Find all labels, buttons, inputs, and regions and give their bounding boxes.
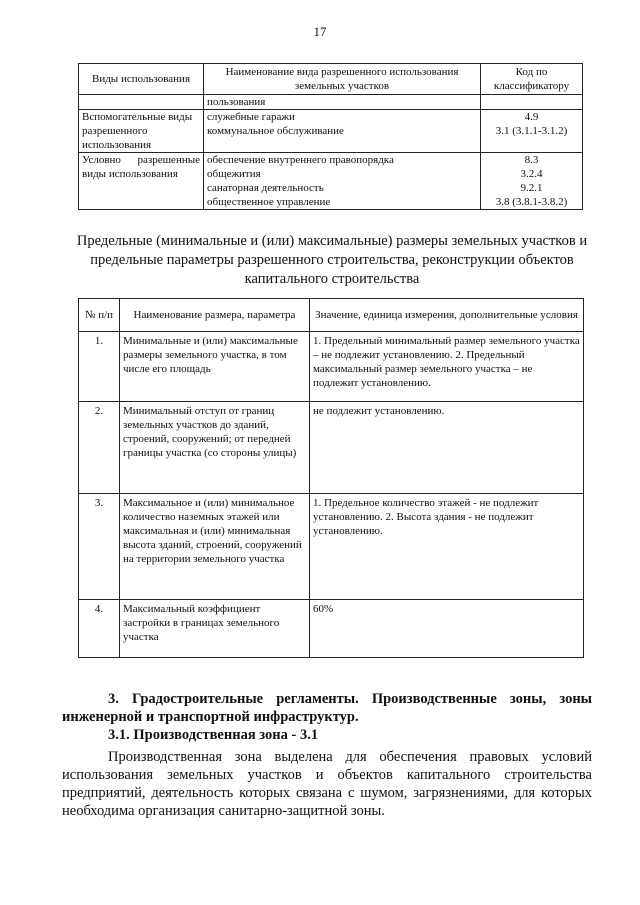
section-heading: Предельные (минимальные и (или) максимальные) размеры земельных участков и предельные параметры разрешенного строительства, реконструкции объектов капитального строительства (76, 233, 588, 287)
header-cell: Значение, единица измерения, дополнительные условия (310, 299, 584, 332)
row-number: 4. (79, 600, 120, 658)
page-number: 17 (313, 24, 327, 39)
cell (481, 110, 583, 153)
row-number: 3. (79, 494, 120, 600)
cell: Максимальный коэффициент застройки в границах земельного участка (120, 600, 310, 658)
table-row (79, 95, 583, 110)
header-cell: Наименование вида разрешенного использования земельных участков (204, 64, 481, 95)
row-number: 1. (79, 332, 120, 402)
list-item: общежития (207, 168, 261, 180)
header-cell: Виды использования (79, 64, 204, 95)
list-item: обеспечение внутреннего правопорядка (207, 154, 394, 166)
cell (204, 153, 481, 210)
header-cell: № п/п (79, 299, 120, 332)
code: 3.8 (3.8.1-3.8.2) (495, 196, 568, 208)
cell: Максимальное и (или) минимальное количество наземных этажей или максимальная и (или) минимальная высота зданий, строений, сооружений на территории земельного участка (120, 494, 310, 600)
cell (310, 600, 584, 658)
list-item: санаторная деятельность (207, 182, 324, 194)
cell (310, 494, 584, 600)
cell: Вспомогательные виды разрешенного использования (79, 110, 204, 153)
code: 3.1 (3.1.1-3.1.2) (495, 125, 568, 137)
cell: Условно разрешенные виды использования (79, 153, 204, 210)
value-line: 2. Высота здания - не подлежит установлению. (313, 511, 534, 537)
subsection-title: 3.1. Производственная зона - 3.1 (108, 727, 319, 743)
parameters-table (78, 298, 584, 658)
table-header-row (79, 64, 583, 95)
table-header-row (79, 299, 584, 332)
list-item: общественное управление (207, 196, 331, 208)
cell: Минимальные и (или) максимальные размеры земельного участка, в том числе его площадь (120, 332, 310, 402)
row-number: 2. (79, 402, 120, 494)
cell (204, 110, 481, 153)
table-row (79, 153, 583, 210)
value-line: не подлежит установлению. (313, 405, 445, 417)
value-line: 1. Предельный минимальный размер земельного участка – не подлежит установлению. (313, 335, 580, 361)
value-line: 60% (313, 603, 334, 615)
code: 8.3 (524, 154, 539, 166)
code: 4.9 (524, 111, 539, 123)
section-title: 3. Градостроительные регламенты. Производственные зоны, зоны инженерной и транспортной инфраструктур. (62, 691, 592, 725)
body-paragraph: Производственная зона выделена для обеспечения правовых условий использования земельных участков и объектов капитального строительства предприятий, деятельность которых связана с шумом, загрязнениями, для которых необходима организация санитарно-защитной зоны. (62, 749, 592, 819)
table-row (79, 494, 584, 600)
list-item: служебные гаражи (207, 111, 295, 123)
land-use-table (78, 63, 583, 210)
cell (310, 402, 584, 494)
header-cell: Код по классификатору (481, 64, 583, 95)
cell: Минимальный отступ от границ земельных участков до зданий, строений, сооружений; от передней границы участка (со стороны улицы) (120, 402, 310, 494)
cell (310, 332, 584, 402)
header-cell: Наименование размера, параметра (120, 299, 310, 332)
list-item: коммунальное обслуживание (207, 125, 344, 137)
value-line: 1. Предельное количество этажей - не подлежит установлению. (313, 497, 539, 523)
table-row (79, 600, 584, 658)
cell: пользования (204, 95, 481, 110)
table-row (79, 332, 584, 402)
table-row (79, 110, 583, 153)
code: 9.2.1 (520, 182, 543, 194)
cell (481, 153, 583, 210)
value-line: 2. Предельный максимальный размер земельного участка – не подлежит установлению. (313, 349, 533, 389)
code: 3.2.4 (520, 168, 543, 180)
table-row (79, 402, 584, 494)
